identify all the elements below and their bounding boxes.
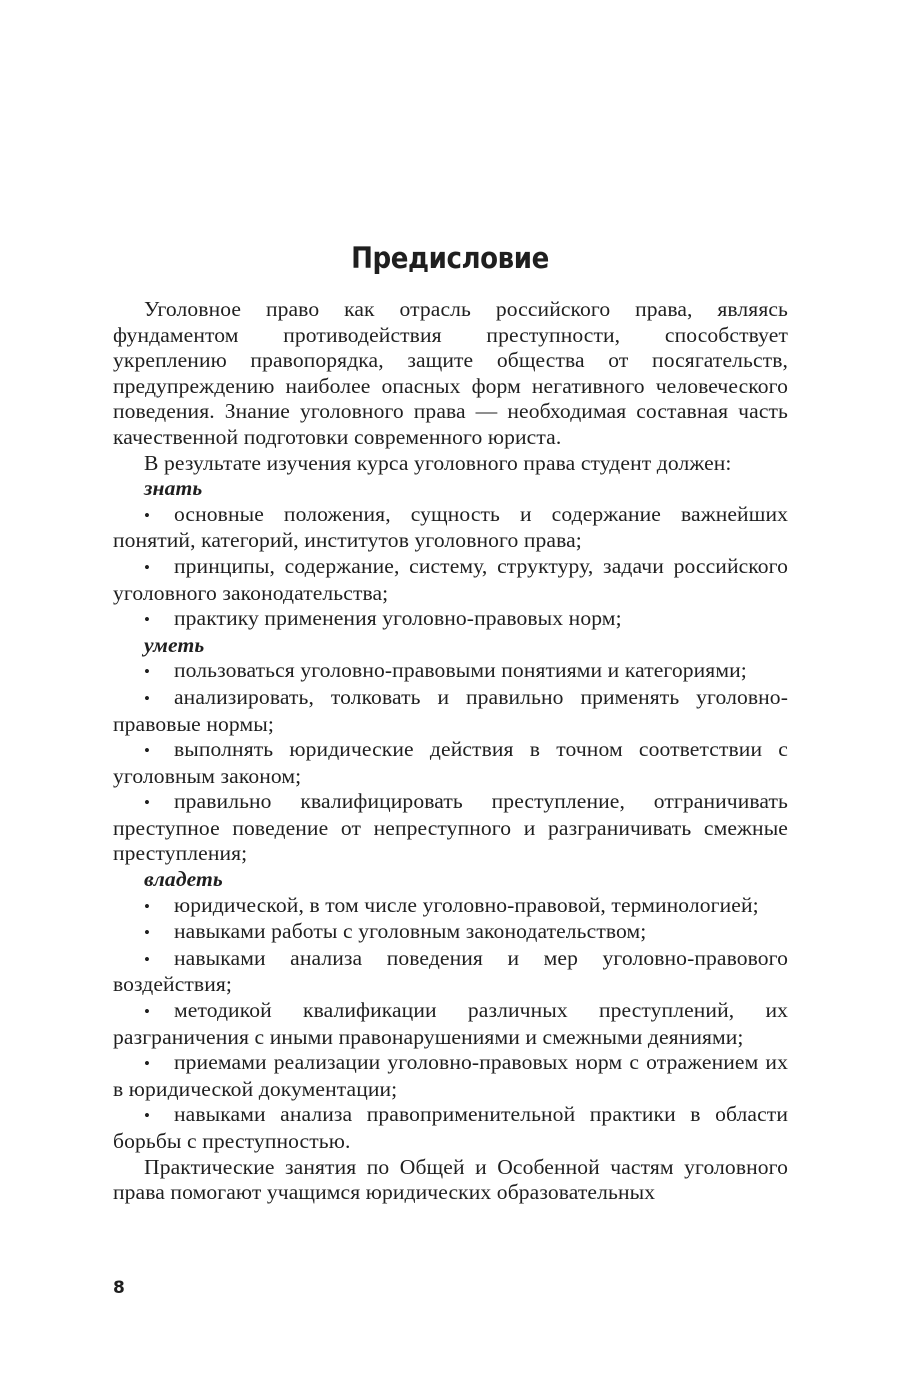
section-heading-can: уметь [144,632,205,657]
list-item: • принципы, содержание, систему, структуру, задачи российского уголовного законодательства; [113,553,788,605]
list-item: • навыками работы с уголовным законодательством; [113,919,788,946]
bullet-icon: • [144,923,151,943]
list-item: • основные положения, сущность и содержание важнейших понятий, категорий, институтов уголовного права; [113,501,788,553]
bullet-icon: • [144,662,151,682]
intro-paragraph: Уголовное право как отрасль российского права, являясь фундаментом противодействия преступности, способствует укреплению правопорядка, защите общества от посягательств, предупреждению наиболее опасных форм негативного человеческого поведения. Знание уголовного права — необходимая составная часть качественной подготовки современного юриста. [113,297,788,449]
bullet-icon: • [144,793,151,813]
page-number: 8 [113,1278,125,1298]
list-item: • анализировать, толковать и правильно применять уголовно-правовые нормы; [113,684,788,736]
list-item: • юридической, в том числе уголовно-правовой, терминологией; [113,893,788,920]
bullet-icon: • [144,741,151,761]
list-item: • правильно квалифицировать преступление, отграничивать преступное поведение от непреступного и разграничивать смежные преступления; [113,789,788,866]
list-item: • навыками анализа правоприменительной практики в области борьбы с преступностью. [113,1102,788,1153]
bullet-icon: • [144,1106,151,1126]
bullet-icon: • [144,610,151,630]
preface-body [113,297,788,1206]
bullet-icon: • [144,1054,151,1074]
bullet-icon: • [144,557,151,577]
list-item: • практику применения уголовно-правовых норм; [113,606,788,633]
bullet-icon: • [144,949,151,969]
lead-paragraph: В результате изучения курса уголовного права студент должен: [144,450,732,475]
bullet-icon: • [144,688,151,708]
bullet-icon: • [144,1002,151,1022]
list-item: • методикой квалификации различных преступлений, их разграничения с иными правонарушениями и смежными деяниями; [113,998,788,1049]
list-item: • выполнять юридические действия в точном соответствии с уголовным законом; [113,737,788,788]
section-heading-know: знать [144,476,203,501]
section-heading-master: владеть [144,867,223,892]
list-item: • навыками анализа поведения и мер уголовно-правового воздействия; [113,945,788,997]
list-item: • пользоваться уголовно-правовыми понятиями и категориями; [113,658,788,685]
bullet-icon: • [144,896,151,916]
bullet-icon: • [144,505,151,525]
list-item: • приемами реализации уголовно-правовых норм с отражением их в юридической документации; [113,1050,788,1101]
closing-paragraph: Практические занятия по Общей и Особенной частям уголовного права помогают учащимся юридических образовательных [113,1154,788,1205]
page-title: Предисловие [351,241,549,276]
